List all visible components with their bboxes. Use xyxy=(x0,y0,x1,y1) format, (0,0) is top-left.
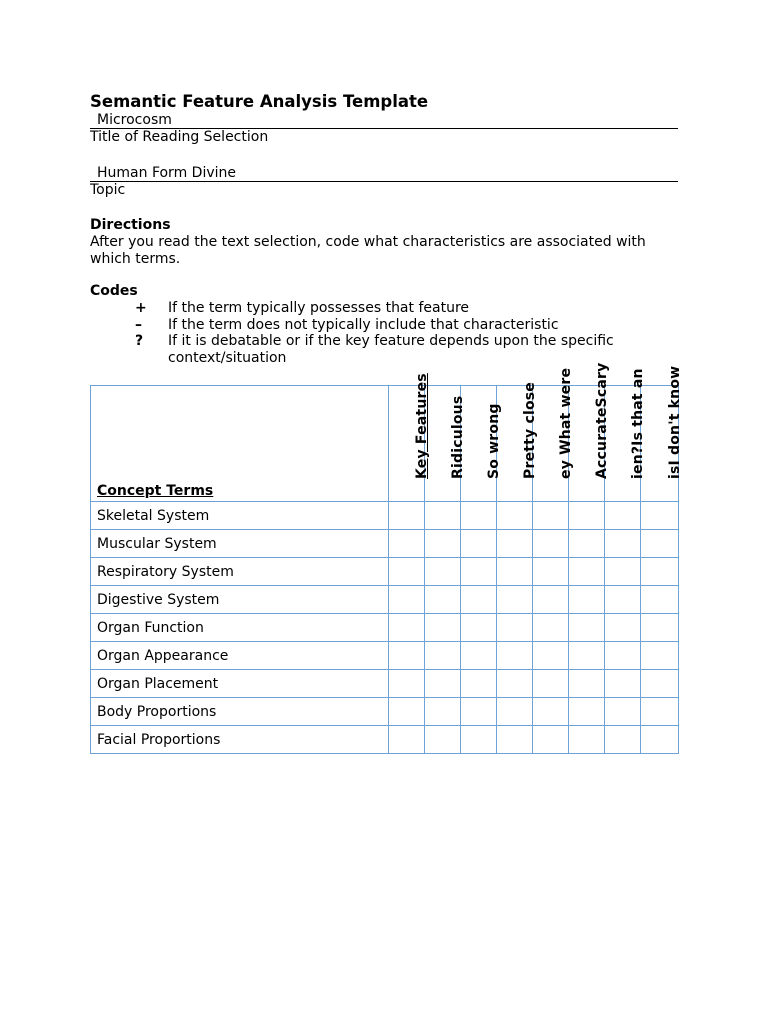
codes-heading: Codes xyxy=(90,283,138,299)
concept-term-cell: Body Proportions xyxy=(91,698,389,726)
feature-code-cell[interactable] xyxy=(605,670,641,698)
feature-code-cell[interactable] xyxy=(389,530,425,558)
feature-code-cell[interactable] xyxy=(533,530,569,558)
feature-header-label: Pretty close xyxy=(521,382,538,479)
feature-code-cell[interactable] xyxy=(461,614,497,642)
code-description: If the term typically possesses that feature xyxy=(168,300,469,316)
feature-code-cell[interactable] xyxy=(533,642,569,670)
feature-code-cell[interactable] xyxy=(461,698,497,726)
table-row xyxy=(91,558,679,586)
feature-code-cell[interactable] xyxy=(389,558,425,586)
table-row xyxy=(91,502,679,530)
feature-code-cell[interactable] xyxy=(461,726,497,754)
feature-code-cell[interactable] xyxy=(425,558,461,586)
feature-header xyxy=(641,365,683,502)
feature-header xyxy=(605,368,646,502)
feature-code-cell[interactable] xyxy=(641,642,679,670)
feature-code-cell[interactable] xyxy=(497,558,533,586)
feature-code-cell[interactable] xyxy=(461,558,497,586)
code-description: If it is debatable or if the key feature depends upon the specific context/situation xyxy=(168,333,614,366)
feature-code-cell[interactable] xyxy=(569,502,605,530)
feature-code-cell[interactable] xyxy=(641,726,679,754)
directions-heading: Directions xyxy=(90,217,171,233)
feature-code-cell[interactable] xyxy=(497,726,533,754)
feature-header xyxy=(533,367,574,502)
feature-code-cell[interactable] xyxy=(497,614,533,642)
feature-code-cell[interactable] xyxy=(569,642,605,670)
directions-text: After you read the text selection, code what characteristics are associated with which terms. xyxy=(90,234,646,267)
feature-code-cell[interactable] xyxy=(569,670,605,698)
feature-code-cell[interactable] xyxy=(389,642,425,670)
feature-code-cell[interactable] xyxy=(569,530,605,558)
feature-code-cell[interactable] xyxy=(605,642,641,670)
concept-term-cell: Organ Appearance xyxy=(91,642,389,670)
table-row xyxy=(91,670,679,698)
feature-code-cell[interactable] xyxy=(605,586,641,614)
feature-code-cell[interactable] xyxy=(605,698,641,726)
feature-code-cell[interactable] xyxy=(425,586,461,614)
feature-code-cell[interactable] xyxy=(497,502,533,530)
feature-code-cell[interactable] xyxy=(461,642,497,670)
feature-code-cell[interactable] xyxy=(425,642,461,670)
feature-code-cell[interactable] xyxy=(425,698,461,726)
feature-header xyxy=(569,362,610,502)
reading-selection-value: Microcosm xyxy=(97,112,172,128)
feature-code-cell[interactable] xyxy=(605,614,641,642)
feature-header-label: Key Features xyxy=(413,373,430,479)
feature-header xyxy=(461,386,502,502)
feature-code-cell[interactable] xyxy=(389,698,425,726)
code-item xyxy=(90,317,678,334)
code-symbol: ? xyxy=(135,333,144,349)
table-header-row xyxy=(91,386,679,502)
feature-code-cell[interactable] xyxy=(389,586,425,614)
feature-header-label: So wrong xyxy=(485,403,502,479)
code-symbol: – xyxy=(135,316,142,333)
document-page xyxy=(90,92,678,366)
feature-code-cell[interactable] xyxy=(461,670,497,698)
concept-term-cell: Muscular System xyxy=(91,530,389,558)
feature-code-cell[interactable] xyxy=(425,530,461,558)
feature-code-cell[interactable] xyxy=(461,530,497,558)
codes-list xyxy=(90,300,678,366)
feature-header xyxy=(425,386,466,502)
table-row xyxy=(91,586,679,614)
feature-header-label: AccurateScary xyxy=(593,362,610,479)
feature-code-cell[interactable] xyxy=(533,586,569,614)
feature-header xyxy=(497,382,538,502)
feature-code-cell[interactable] xyxy=(533,726,569,754)
feature-code-cell[interactable] xyxy=(533,670,569,698)
feature-code-cell[interactable] xyxy=(569,726,605,754)
concept-term-cell: Organ Placement xyxy=(91,670,389,698)
feature-code-cell[interactable] xyxy=(425,502,461,530)
feature-code-cell[interactable] xyxy=(569,698,605,726)
feature-code-cell[interactable] xyxy=(605,558,641,586)
concept-term-cell: Respiratory System xyxy=(91,558,389,586)
feature-code-cell[interactable] xyxy=(533,502,569,530)
feature-header-label: ey What were xyxy=(557,367,574,479)
feature-code-cell[interactable] xyxy=(605,502,641,530)
feature-header xyxy=(389,373,430,502)
table-row xyxy=(91,642,679,670)
feature-header-label: ien?Is that an xyxy=(629,368,646,479)
feature-code-cell[interactable] xyxy=(497,586,533,614)
topic-value: Human Form Divine xyxy=(97,165,236,181)
feature-code-cell[interactable] xyxy=(425,726,461,754)
feature-code-cell[interactable] xyxy=(641,670,679,698)
code-item xyxy=(90,300,678,317)
feature-code-cell[interactable] xyxy=(605,530,641,558)
semantic-feature-table xyxy=(90,362,683,754)
feature-code-cell[interactable] xyxy=(533,558,569,586)
feature-code-cell[interactable] xyxy=(641,502,679,530)
reading-selection-label: Title of Reading Selection xyxy=(90,129,269,145)
page-title: Semantic Feature Analysis Template xyxy=(90,92,429,111)
topic-label: Topic xyxy=(90,182,126,198)
feature-code-cell[interactable] xyxy=(641,614,679,642)
feature-code-cell[interactable] xyxy=(389,502,425,530)
code-item xyxy=(90,333,678,366)
feature-code-cell[interactable] xyxy=(641,530,679,558)
feature-code-cell[interactable] xyxy=(641,558,679,586)
feature-code-cell[interactable] xyxy=(533,698,569,726)
table-row xyxy=(91,530,679,558)
feature-code-cell[interactable] xyxy=(641,698,679,726)
feature-code-cell[interactable] xyxy=(497,670,533,698)
code-symbol: + xyxy=(135,300,147,316)
feature-code-cell[interactable] xyxy=(569,586,605,614)
feature-code-cell[interactable] xyxy=(389,670,425,698)
feature-code-cell[interactable] xyxy=(497,530,533,558)
feature-code-cell[interactable] xyxy=(461,586,497,614)
feature-header-label: Ridiculous xyxy=(449,395,466,479)
feature-code-cell[interactable] xyxy=(497,642,533,670)
feature-code-cell[interactable] xyxy=(641,586,679,614)
concept-term-cell: Facial Proportions xyxy=(91,726,389,754)
feature-code-cell[interactable] xyxy=(569,614,605,642)
concept-terms-header: Concept Terms xyxy=(91,386,389,502)
feature-code-cell[interactable] xyxy=(425,670,461,698)
feature-code-cell[interactable] xyxy=(425,614,461,642)
feature-code-cell[interactable] xyxy=(605,726,641,754)
feature-code-cell[interactable] xyxy=(389,614,425,642)
code-description: If the term does not typically include that characteristic xyxy=(168,316,559,333)
feature-header-label: isI don't know xyxy=(666,365,683,479)
table-row xyxy=(91,614,679,642)
feature-code-cell[interactable] xyxy=(461,502,497,530)
concept-term-cell: Organ Function xyxy=(91,614,389,642)
table-row xyxy=(91,726,679,754)
table-body xyxy=(91,502,679,754)
feature-code-cell[interactable] xyxy=(533,614,569,642)
table-row xyxy=(91,698,679,726)
concept-term-cell: Digestive System xyxy=(91,586,389,614)
feature-code-cell[interactable] xyxy=(389,726,425,754)
feature-code-cell[interactable] xyxy=(497,698,533,726)
feature-code-cell[interactable] xyxy=(569,558,605,586)
concept-term-cell: Skeletal System xyxy=(91,502,389,530)
